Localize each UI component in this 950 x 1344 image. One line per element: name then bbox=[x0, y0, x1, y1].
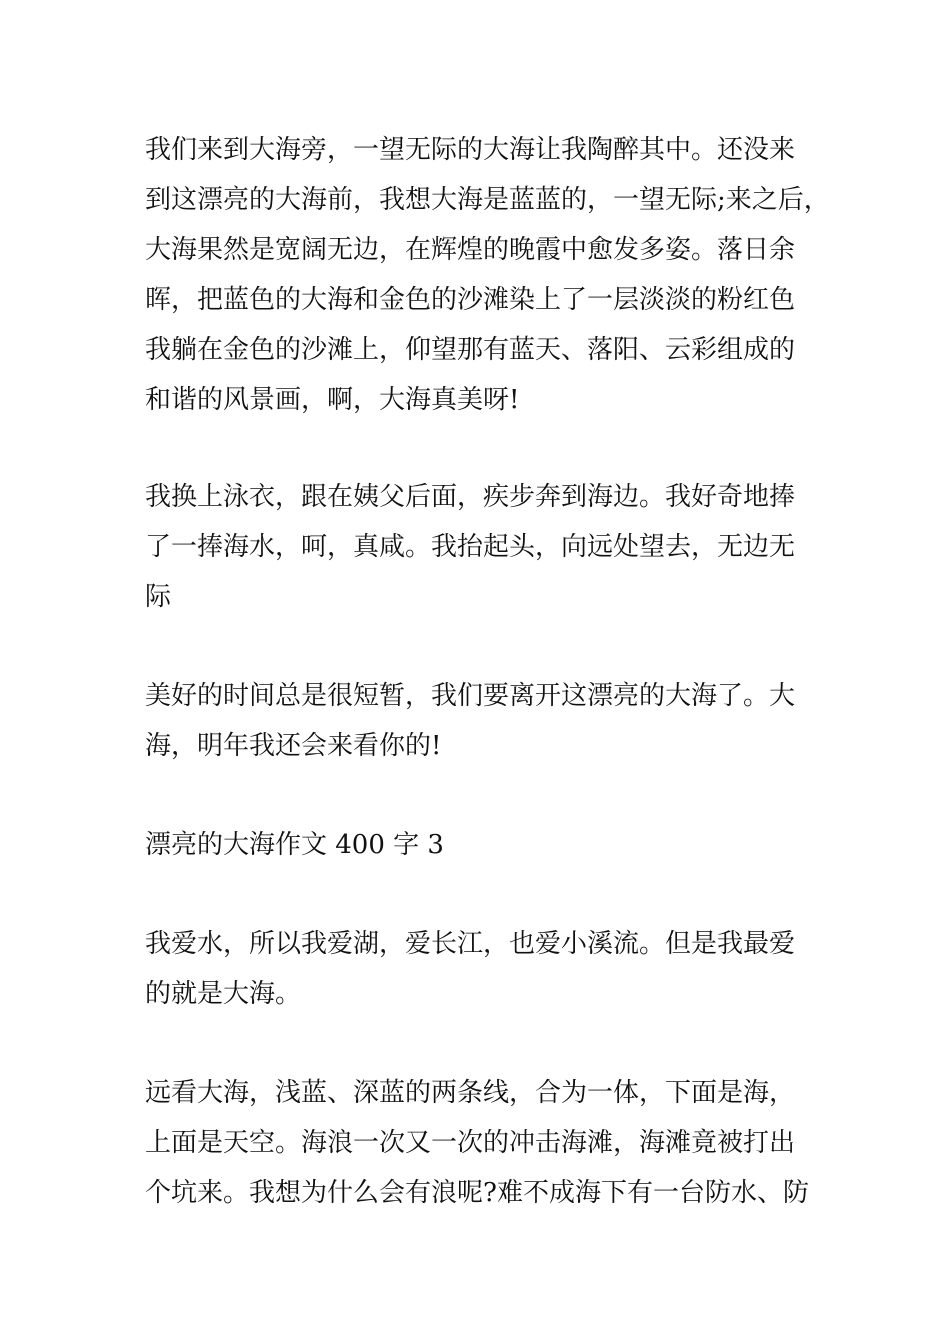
text-line: 和谐的风景画，啊，大海真美呀! bbox=[145, 385, 520, 415]
text-line: 晖，把蓝色的大海和金色的沙滩染上了一层淡淡的粉红色 bbox=[145, 285, 796, 315]
text-line: 我躺在金色的沙滩上，仰望那有蓝天、落阳、云彩组成的 bbox=[145, 335, 796, 365]
paragraph-farewell bbox=[145, 671, 835, 771]
paragraph-swimming bbox=[145, 472, 835, 622]
text-line: 海，明年我还会来看你的! bbox=[145, 731, 442, 761]
text-line: 美好的时间总是很短暂，我们要离开这漂亮的大海了。大 bbox=[145, 681, 796, 711]
text-line: 际 bbox=[145, 582, 172, 612]
text-line: 我换上泳衣，跟在姨父后面，疾步奔到海边。我好奇地捧 bbox=[145, 482, 796, 512]
text-line: 我们来到大海旁，一望无际的大海让我陶醉其中。还没来 bbox=[145, 135, 796, 165]
text-line: 到这漂亮的大海前，我想大海是蓝蓝的，一望无际;来之后， bbox=[145, 185, 830, 215]
text-line: 远看大海，浅蓝、深蓝的两条线，合为一体，下面是海， bbox=[145, 1078, 796, 1108]
text-line: 我爱水，所以我爱湖，爱长江，也爱小溪流。但是我最爱 bbox=[145, 929, 796, 959]
text-line: 的就是大海。 bbox=[145, 979, 302, 1009]
paragraph-distant-sea bbox=[145, 1068, 835, 1218]
section-heading bbox=[145, 820, 835, 870]
paragraph-seaside-arrival bbox=[145, 125, 835, 425]
text-line: 个坑来。我想为什么会有浪呢?难不成海下有一台防水、防 bbox=[145, 1178, 809, 1208]
text-line: 大海果然是宽阔无边，在辉煌的晚霞中愈发多姿。落日余 bbox=[145, 235, 796, 265]
text-line: 上面是天空。海浪一次又一次的冲击海滩，海滩竟被打出 bbox=[145, 1128, 796, 1158]
text-line: 了一捧海水，呵，真咸。我抬起头，向远处望去，无边无 bbox=[145, 532, 796, 562]
heading-line: 漂亮的大海作文 400 字 3 bbox=[145, 830, 444, 860]
paragraph-love-water bbox=[145, 919, 835, 1019]
